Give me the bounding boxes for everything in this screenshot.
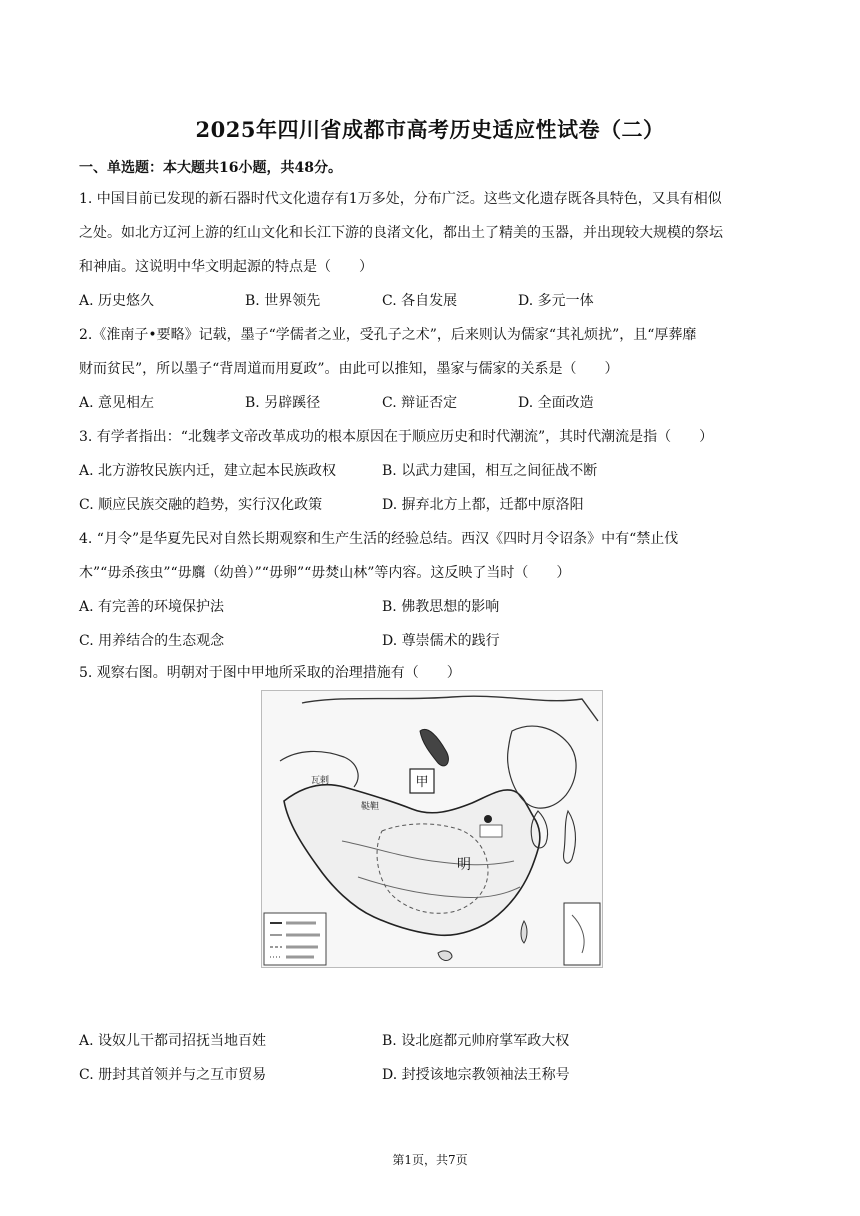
question-4 (79, 522, 784, 590)
option-c[interactable]: C. 辩证否定 (382, 395, 458, 411)
question-line: 木”“毋杀孩虫”“毋麛（幼兽）”“毋卵”“毋焚山林”等内容。这反映了当时（ ） (79, 565, 571, 581)
option-a[interactable]: A. 设奴儿干都司招抚当地百姓 (79, 1033, 267, 1049)
page-footer: 第1页，共7页 (392, 1153, 468, 1167)
question-line: 2.《淮南子•要略》记载，墨子“学儒者之业，受孔子之术”，后来则认为儒家“其礼烦扰”，且“厚葬靡 (79, 327, 697, 343)
option-d[interactable]: D. 尊崇儒术的践行 (382, 633, 500, 649)
option-a[interactable]: A. 北方游牧民族内迁，建立起本民族政权 (79, 463, 337, 479)
question-line: 之处。如北方辽河上游的红山文化和长江下游的良渚文化，都出土了精美的玉器，并出现较大规模的祭坛 (79, 225, 723, 241)
map-label-dalian: 鞑靼 (360, 802, 380, 812)
option-c[interactable]: C. 各自发展 (382, 293, 458, 309)
map-label-ming: 明 (457, 857, 471, 873)
option-d[interactable]: D. 封授该地宗教领袖法王称号 (382, 1067, 570, 1083)
option-d[interactable]: D. 摒弃北方上都，迁都中原洛阳 (382, 497, 584, 513)
option-b[interactable]: B. 世界领先 (245, 293, 321, 309)
option-c[interactable]: C. 册封其首领并与之互市贸易 (79, 1067, 267, 1083)
option-c[interactable]: C. 顺应民族交融的趋势，实行汉化政策 (79, 497, 323, 513)
question-line: 3. 有学者指出：“北魏孝文帝改革成功的根本原因在于顺应历史和时代潮流”，其时代潮流是指（ ） (79, 429, 714, 445)
question-5 (79, 656, 784, 690)
question-line: 和神庙。这说明中华文明起源的特点是（ ） (79, 259, 373, 275)
map-drawing (262, 691, 602, 967)
option-d[interactable]: D. 多元一体 (518, 293, 594, 309)
option-a[interactable]: A. 历史悠久 (79, 293, 155, 309)
section-heading: 一、单选题：本大题共16小题，共48分。 (79, 160, 342, 176)
question-1 (79, 182, 784, 284)
page-title: 2025年四川省成都市高考历史适应性试卷（二） (195, 117, 665, 142)
question-2 (79, 318, 784, 386)
option-d[interactable]: D. 全面改造 (518, 395, 594, 411)
map-label-jia: 甲 (415, 775, 429, 790)
option-b[interactable]: B. 设北庭都元帅府掌军政大权 (382, 1033, 570, 1049)
ming-dynasty-map (261, 690, 603, 968)
option-b[interactable]: B. 佛教思想的影响 (382, 599, 500, 615)
option-b[interactable]: B. 以武力建国，相互之间征战不断 (382, 463, 598, 479)
question-line: 5. 观察右图。明朝对于图中甲地所采取的治理措施有（ ） (79, 665, 461, 681)
question-3 (79, 420, 784, 454)
question-line: 4. “月令”是华夏先民对自然长期观察和生产生活的经验总结。西汉《四时月令诏条》中有“禁止伐 (79, 531, 679, 547)
option-c[interactable]: C. 用养结合的生态观念 (79, 633, 225, 649)
option-a[interactable]: A. 有完善的环境保护法 (79, 599, 225, 615)
question-line: 1. 中国目前已发现的新石器时代文化遗存有1万多处，分布广泛。这些文化遗存既各具特色，又具有相似 (79, 191, 722, 207)
option-a[interactable]: A. 意见相左 (79, 395, 155, 411)
map-label-wala: 瓦剌 (310, 776, 330, 786)
option-b[interactable]: B. 另辟蹊径 (245, 395, 321, 411)
question-line: 财而贫民”，所以墨子“背周道而用夏政”。由此可以推知，墨家与儒家的关系是（ ） (79, 361, 619, 377)
